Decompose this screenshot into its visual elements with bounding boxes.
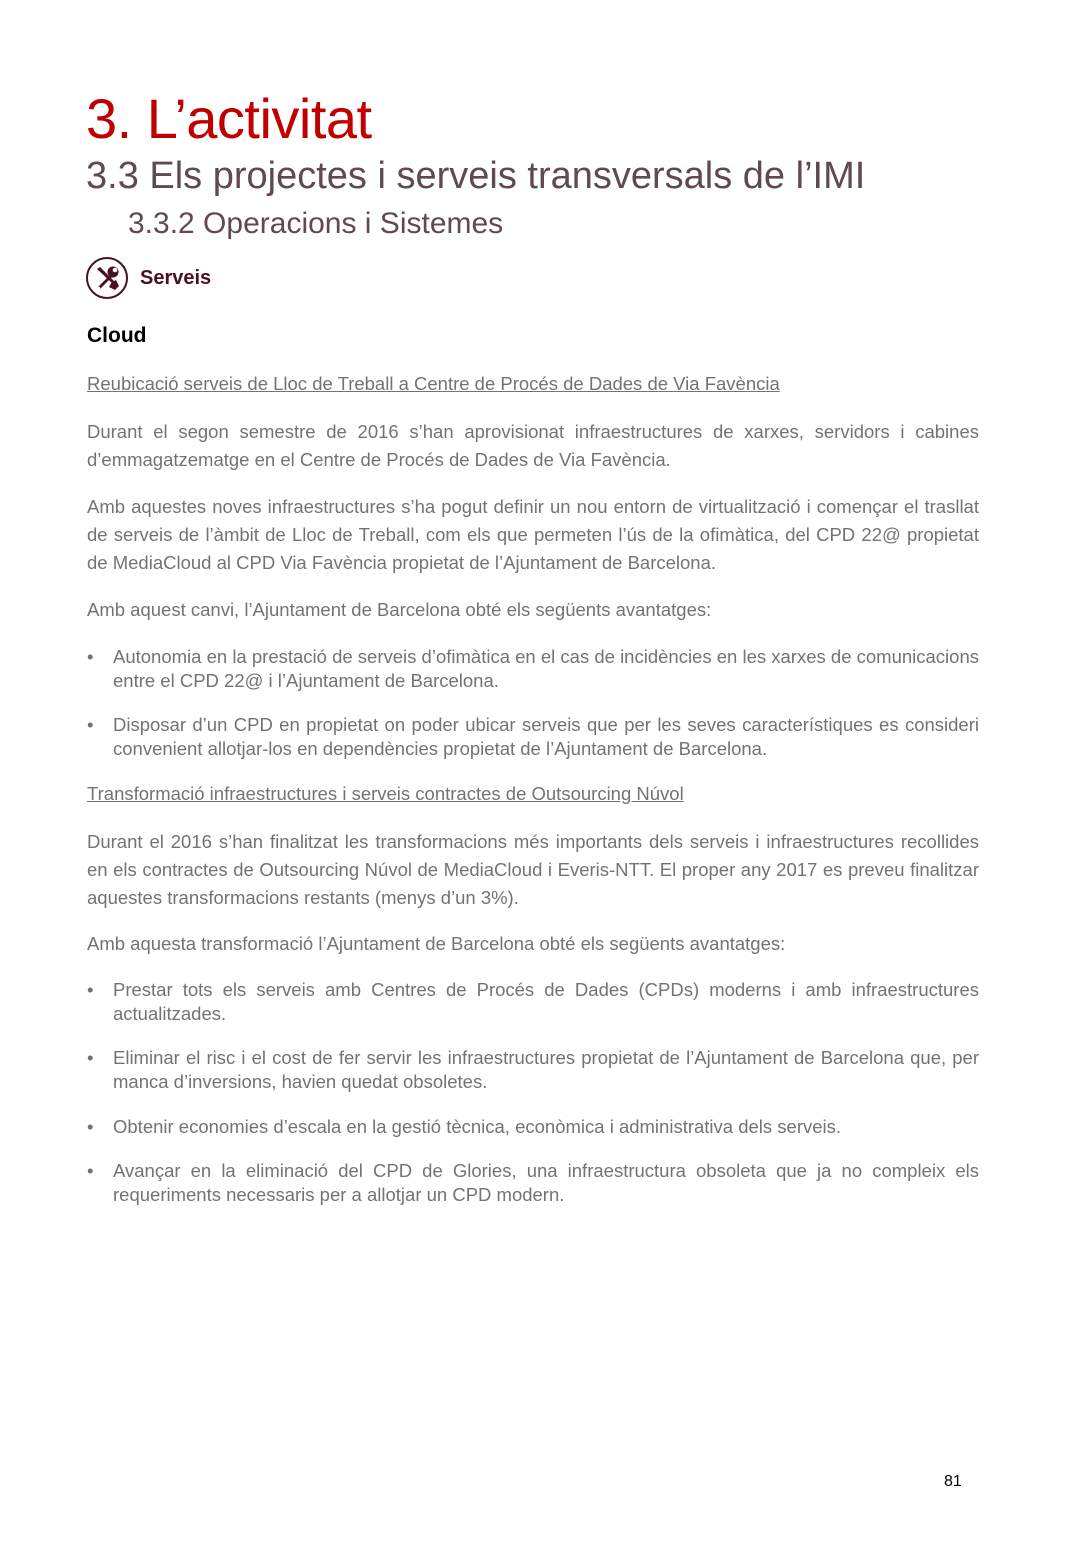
section2-bullet	[87, 978, 979, 1026]
bullet-text: Prestar tots els serveis amb Centres de Procés de Dades (CPDs) moderns i amb infraestructures actualitzades.	[113, 979, 979, 1024]
cloud-heading: Cloud	[87, 324, 147, 347]
bullet-text: Avançar en la eliminació del CPD de Glories, una infraestructura obsoleta que ja no compleix els requeriments necessaris per a allotjar un CPD modern.	[113, 1160, 979, 1205]
bullet-marker: •	[87, 979, 94, 1000]
section2-bullet	[87, 1115, 979, 1139]
bullet-marker: •	[87, 646, 94, 667]
bullet-marker: •	[87, 1116, 94, 1137]
bullet-text: Disposar d’un CPD en propietat on poder ubicar serveis que per les seves característiques es consideri convenient allotjar-los en dependències propietat de l’Ajuntament de Barcelona.	[113, 714, 979, 759]
section2-bullet	[87, 1159, 979, 1207]
bullet-text: Obtenir economies d’escala en la gestió tècnica, econòmica i administrativa dels serveis.	[113, 1116, 842, 1137]
serveis-label: Serveis	[140, 266, 212, 289]
section1-paragraph-3: Amb aquest canvi, l’Ajuntament de Barcelona obté els següents avantatges:	[87, 599, 712, 620]
section2-paragraph-2: Amb aquesta transformació l’Ajuntament de Barcelona obté els següents avantatges:	[87, 933, 786, 954]
bullet-text: Eliminar el risc i el cost de fer servir les infraestructures propietat de l’Ajuntament de Barcelona que, per manca d’inversions, havien quedat obsoletes.	[113, 1047, 979, 1092]
section1-paragraph-2: Amb aquestes noves infraestructures s’ha pogut definir un nou entorn de virtualització i començar el trasllat de serveis de l’àmbit de Lloc de Treball, com els que permeten l’ús de la ofimàtica, del CPD 22@ propietat de MediaCloud al CPD Via Favència propietat de l’Ajuntament de Barcelona.	[87, 496, 979, 573]
serveis-header	[86, 255, 211, 301]
section1-bullet	[87, 645, 979, 693]
section1-paragraph-1: Durant el segon semestre de 2016 s’han aprovisionat infraestructures de xarxes, servidors i cabines d’emmagatzematge en el Centre de Procés de Dades de Via Favència.	[87, 421, 979, 470]
section1-title: Reubicació serveis de Lloc de Treball a Centre de Procés de Dades de Via Favència	[87, 373, 780, 394]
bullet-text: Autonomia en la prestació de serveis d’ofimàtica en el cas de incidències en les xarxes de comunicacions entre el CPD 22@ i l’Ajuntament de Barcelona.	[113, 646, 979, 691]
bullet-marker: •	[87, 1047, 94, 1068]
section2-paragraph-1: Durant el 2016 s’han finalitzat les transformacions més importants dels serveis i infraestructures recollides en els contractes de Outsourcing Núvol de MediaCloud i Everis-NTT. El proper any 2017 es preveu finalitzar aquestes transformacions restants (menys d’un 3%).	[87, 831, 979, 908]
chapter-title: 3. L’activitat	[86, 87, 372, 150]
subsection-title: 3.3.2 Operacions i Sistemes	[128, 207, 504, 240]
section2-bullet	[87, 1046, 979, 1094]
wrench-screwdriver-icon	[86, 257, 128, 299]
section-title: 3.3 Els projectes i serveis transversals de l’IMI	[86, 155, 866, 197]
bullet-marker: •	[87, 714, 94, 735]
section2-title: Transformació infraestructures i serveis contractes de Outsourcing Núvol	[87, 783, 684, 804]
page-number: 81	[944, 1473, 962, 1490]
bullet-marker: •	[87, 1160, 94, 1181]
section1-bullet	[87, 713, 979, 761]
